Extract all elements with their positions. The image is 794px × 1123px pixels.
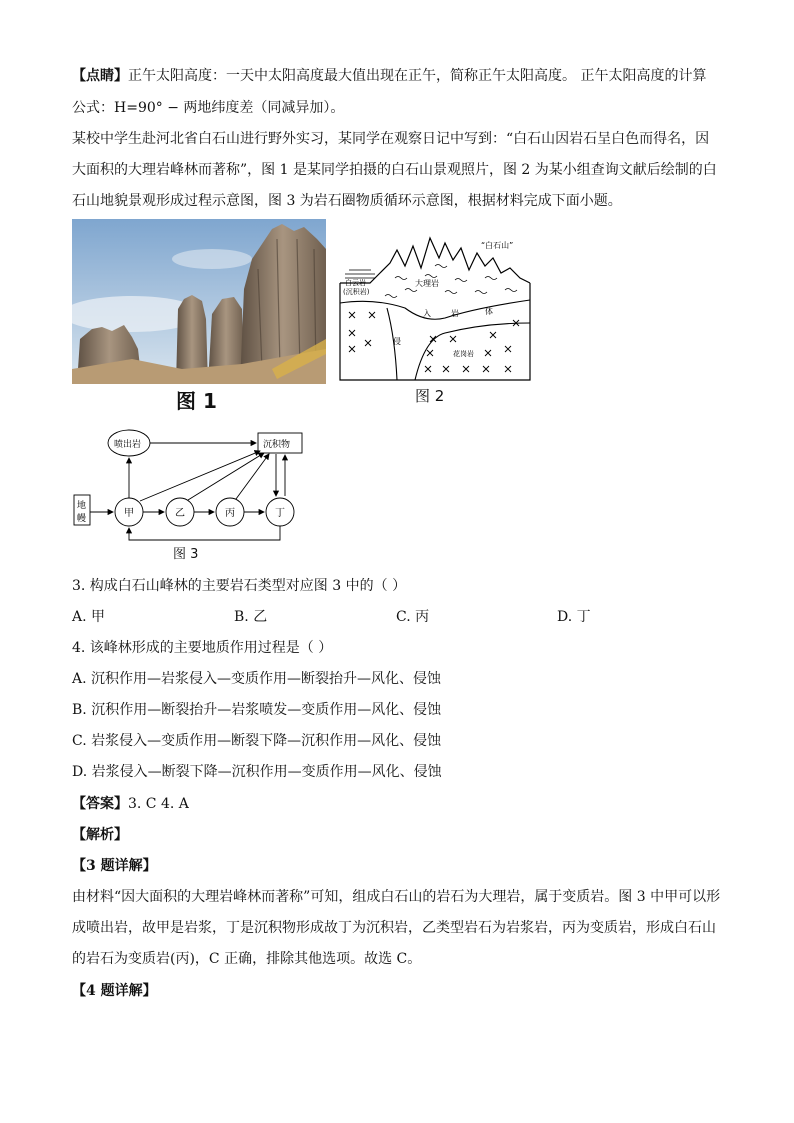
detail3-line-1: 由材料“因大面积的大理岩峰林而著称”可知，组成白石山的岩石为大理岩，属于变质岩。图 3 中甲可以形: [72, 889, 721, 905]
q4-option-b[interactable]: B. 沉积作用—断裂抬升—岩浆喷发—变质作用—风化、侵蚀: [72, 702, 442, 718]
fig3-diman-2: 幔: [77, 514, 87, 524]
q3-option-b[interactable]: B. 乙: [234, 609, 268, 625]
passage-line-2: 大面积的大理岩峰林而著称”，图 1 是某同学拍摄的白石山景观照片，图 2 为某小组查询文献后绘制的白: [72, 162, 717, 178]
fig2-marble-label: 大理岩: [415, 279, 439, 288]
fig2-intrusion-qin: 侵: [393, 337, 401, 346]
figure3-rock-cycle: [72, 425, 312, 555]
passage-line-3: 石山地貌景观形成过程示意图，图 3 为岩石圈物质循环示意图，根据材料完成下面小题。: [72, 193, 622, 209]
figure3-caption: 图 3: [173, 547, 199, 562]
figure2-caption: 图 2: [415, 387, 445, 405]
figure1-photo: [72, 219, 326, 384]
fig3-ding: 丁: [275, 508, 285, 519]
note-text-1: 正午太阳高度：一天中太阳高度最大值出现在正午，简称正午太阳高度。 正午太阳高度的计算: [128, 68, 707, 84]
answer-tag: 【答案】: [72, 796, 128, 812]
fig2-limestone-label2: (沉积岩): [343, 288, 370, 296]
fig2-mountain-label: “白石山”: [481, 241, 514, 250]
fig3-yi: 乙: [175, 508, 185, 519]
detail4-tag: 【4 题详解】: [72, 983, 157, 999]
fig3-diman-1: 地: [77, 501, 87, 511]
figure1-caption: 图 1: [176, 389, 217, 413]
fig3-chenjiwu: 沉积物: [263, 440, 291, 450]
q3-option-d[interactable]: D. 丁: [557, 609, 591, 625]
passage-line-1: 某校中学生赴河北省白石山进行野外实习，某同学在观察日记中写到：“白石山因岩石呈白色而得名，因: [72, 131, 710, 147]
q4-option-d[interactable]: D. 岩浆侵入—断裂下降—沉积作用—变质作用—风化、侵蚀: [72, 764, 442, 780]
fig2-intrusion-ti: 体: [485, 307, 493, 316]
detail3-line-3: 的岩石为变质岩(丙)，C 正确，排除其他选项。故选 C。: [72, 951, 422, 967]
detail3-line-2: 成喷出岩，故甲是岩浆，丁是沉积物形成故丁为沉积岩，乙类型岩石为岩浆岩，丙为变质岩，形成白石山: [72, 920, 716, 936]
analysis-tag: 【解析】: [72, 827, 128, 843]
fig3-penchuyan: 喷出岩: [114, 440, 142, 450]
q3-option-a[interactable]: A. 甲: [72, 609, 106, 625]
q4-option-a[interactable]: A. 沉积作用—岩浆侵入—变质作用—断裂抬升—风化、侵蚀: [72, 671, 442, 687]
fig3-jia: 甲: [124, 508, 134, 519]
q4-stem: 4. 该峰林形成的主要地质作用过程是（ ）: [72, 640, 333, 656]
answer-line: [72, 794, 189, 814]
fig3-bing: 丙: [225, 508, 235, 519]
q4-option-c[interactable]: C. 岩浆侵入—变质作用—断裂下降—沉积作用—风化、侵蚀: [72, 733, 442, 749]
fig2-intrusion-yan: 岩: [451, 309, 459, 318]
answer-text: 3. C 4. A: [128, 796, 189, 812]
fig2-intrusion-ru: 入: [423, 309, 431, 318]
detail3-tag: 【3 题详解】: [72, 858, 157, 874]
figure2-diagram: [335, 228, 535, 388]
note-line-2: 公式：H=90° − 两地纬度差（同减异加）。: [72, 100, 345, 116]
note-tag: 【点睛】: [72, 68, 128, 84]
fig2-limestone-label1: 白云岩: [345, 279, 366, 287]
q3-option-c[interactable]: C. 丙: [396, 609, 430, 625]
q3-stem: 3. 构成白石山峰林的主要岩石类型对应图 3 中的（ ）: [72, 578, 407, 594]
fig2-granite-label: 花岗岩: [453, 350, 474, 358]
note-line-1: [72, 66, 706, 86]
